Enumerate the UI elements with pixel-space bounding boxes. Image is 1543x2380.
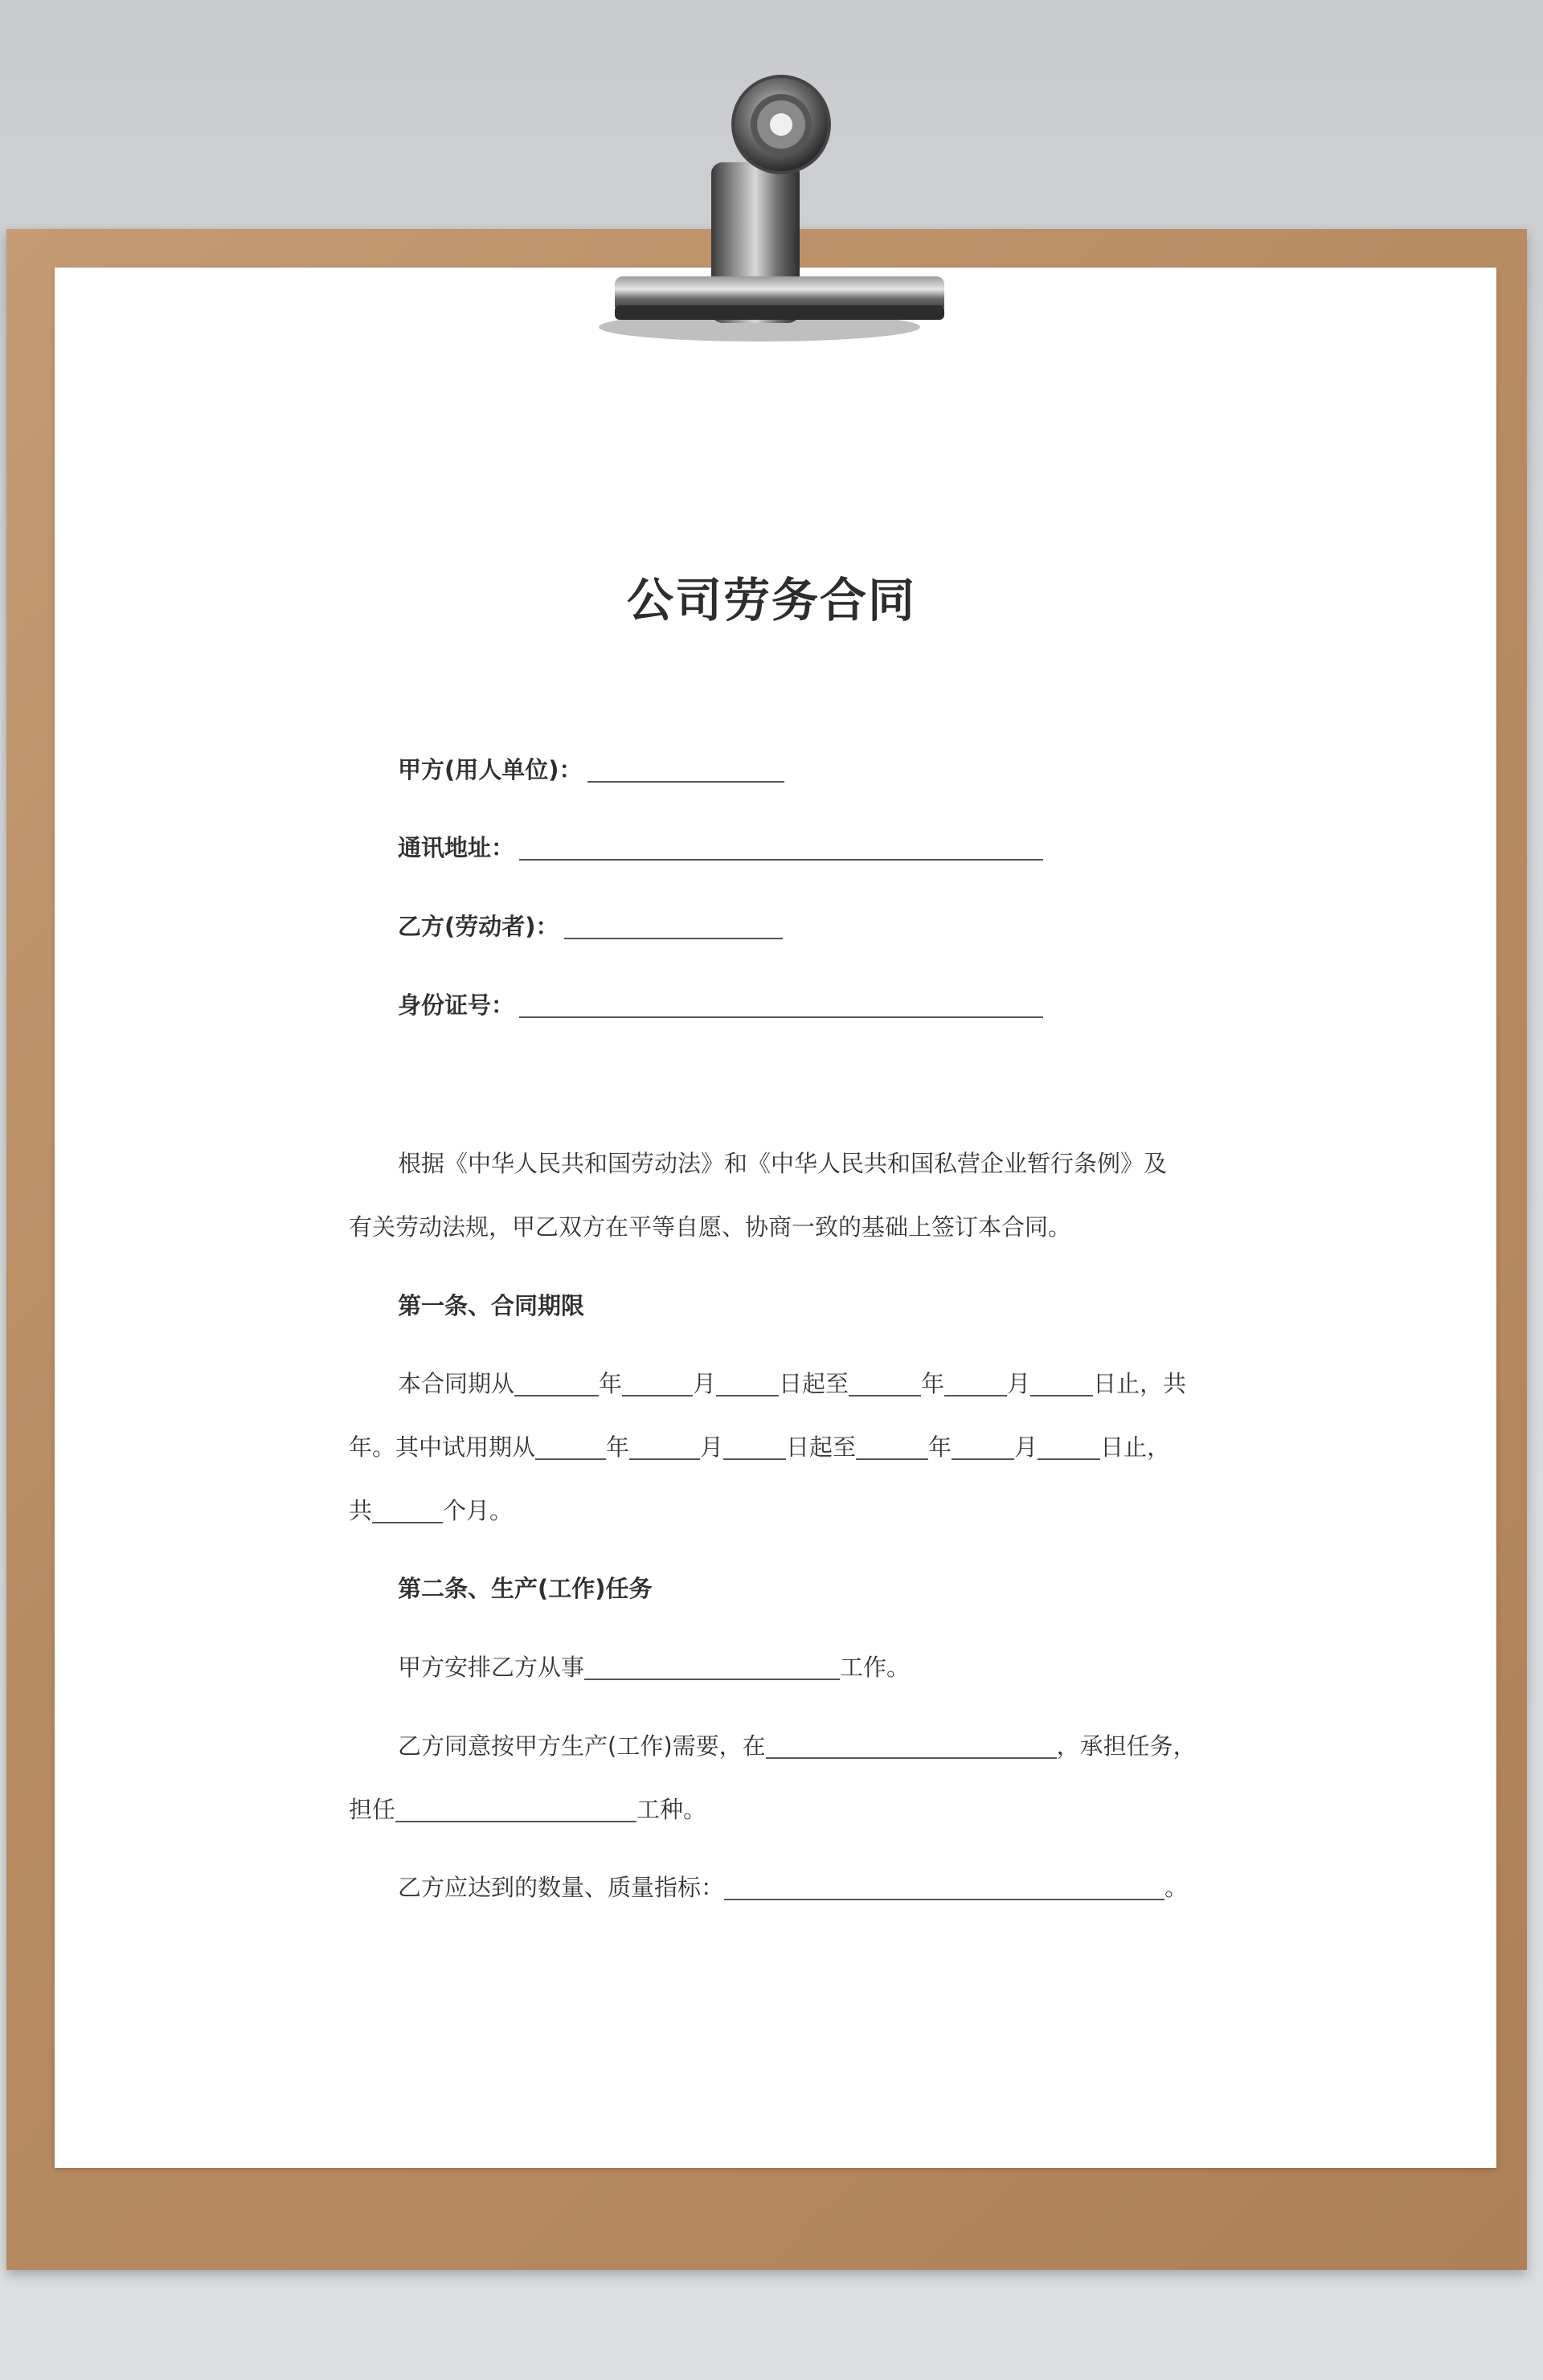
trial-end-year-blank[interactable] xyxy=(856,1434,928,1460)
article-2-para-3 xyxy=(349,1792,706,1827)
trial-start-year-blank[interactable] xyxy=(535,1434,606,1460)
text-fragment: 日起至 xyxy=(779,1370,849,1397)
id-number-field xyxy=(398,988,1043,1023)
intro-line-2: 有关劳动法规，甲乙双方在平等自愿、协商一致的基础上签订本合同。 xyxy=(349,1213,1072,1241)
end-day-blank[interactable] xyxy=(1030,1371,1093,1397)
trial-months-blank[interactable] xyxy=(372,1498,443,1523)
party-b-label: 乙方(劳动者)： xyxy=(398,913,559,940)
article-2-para-1 xyxy=(398,1650,910,1685)
text-fragment: 日起至 xyxy=(786,1433,857,1461)
end-year-blank[interactable] xyxy=(849,1371,921,1397)
start-month-blank[interactable] xyxy=(622,1371,693,1397)
text-fragment: 乙方应达到的数量、质量指标： xyxy=(398,1874,725,1901)
article-2-para-2 xyxy=(398,1728,1197,1764)
text-fragment: 年 xyxy=(928,1433,952,1461)
job-type-blank[interactable] xyxy=(395,1797,636,1822)
text-fragment: ，承担任务， xyxy=(1056,1732,1197,1760)
party-a-blank[interactable] xyxy=(587,757,784,783)
text-fragment: 月 xyxy=(1007,1370,1031,1397)
article-2-heading: 第二条、生产(工作)任务 xyxy=(398,1575,653,1602)
address-field xyxy=(398,830,1043,865)
address-blank[interactable] xyxy=(519,835,1043,861)
text-fragment: 日止，共 xyxy=(1093,1370,1187,1397)
text-fragment: 个月。 xyxy=(443,1497,514,1524)
document-title: 公司劳务合同 xyxy=(626,573,916,628)
party-a-label: 甲方(用人单位)： xyxy=(398,756,583,783)
article-1-line-3 xyxy=(349,1493,513,1528)
text-fragment: 年。其中试用期从 xyxy=(349,1433,536,1461)
intro-line-1: 根据《中华人民共和国劳动法》和《中华人民共和国私营企业暂行条例》及 xyxy=(398,1150,1168,1177)
text-fragment: 本合同期从 xyxy=(398,1370,515,1397)
binder-clip-icon xyxy=(579,50,948,355)
text-fragment: 月 xyxy=(700,1433,724,1461)
work-location-blank[interactable] xyxy=(766,1733,1057,1759)
trial-end-month-blank[interactable] xyxy=(952,1434,1014,1460)
text-fragment: 工种。 xyxy=(636,1796,707,1823)
text-fragment: 担任 xyxy=(349,1796,396,1823)
article-2-para-4 xyxy=(398,1870,1188,1905)
work-type-blank[interactable] xyxy=(584,1654,840,1680)
text-fragment: 年 xyxy=(606,1433,630,1461)
article-1-heading: 第一条、合同期限 xyxy=(398,1292,585,1319)
article-1-line-2 xyxy=(349,1429,1170,1465)
address-label: 通讯地址： xyxy=(398,834,515,861)
party-a-field xyxy=(398,752,784,787)
start-year-blank[interactable] xyxy=(514,1371,599,1397)
text-fragment: 乙方同意按甲方生产(工作)需要，在 xyxy=(398,1732,766,1760)
trial-start-month-blank[interactable] xyxy=(629,1434,700,1460)
text-fragment: 年 xyxy=(921,1370,945,1397)
article-1-line-1 xyxy=(398,1366,1186,1401)
text-fragment: 。 xyxy=(1164,1874,1189,1901)
id-number-label: 身份证号： xyxy=(398,992,515,1019)
text-fragment: 月 xyxy=(693,1370,717,1397)
party-b-field xyxy=(398,909,783,944)
text-fragment: 共 xyxy=(349,1497,373,1524)
trial-end-day-blank[interactable] xyxy=(1038,1434,1100,1460)
quality-target-blank[interactable] xyxy=(724,1875,1164,1900)
start-day-blank[interactable] xyxy=(716,1371,779,1397)
text-fragment: 年 xyxy=(599,1370,623,1397)
trial-start-day-blank[interactable] xyxy=(723,1434,786,1460)
id-number-blank[interactable] xyxy=(519,992,1043,1018)
text-fragment: 月 xyxy=(1014,1433,1038,1461)
end-month-blank[interactable] xyxy=(944,1371,1007,1397)
text-fragment: 工作。 xyxy=(840,1654,911,1681)
party-b-blank[interactable] xyxy=(564,914,783,939)
text-fragment: 日止， xyxy=(1100,1433,1171,1461)
text-fragment: 甲方安排乙方从事 xyxy=(398,1654,585,1681)
